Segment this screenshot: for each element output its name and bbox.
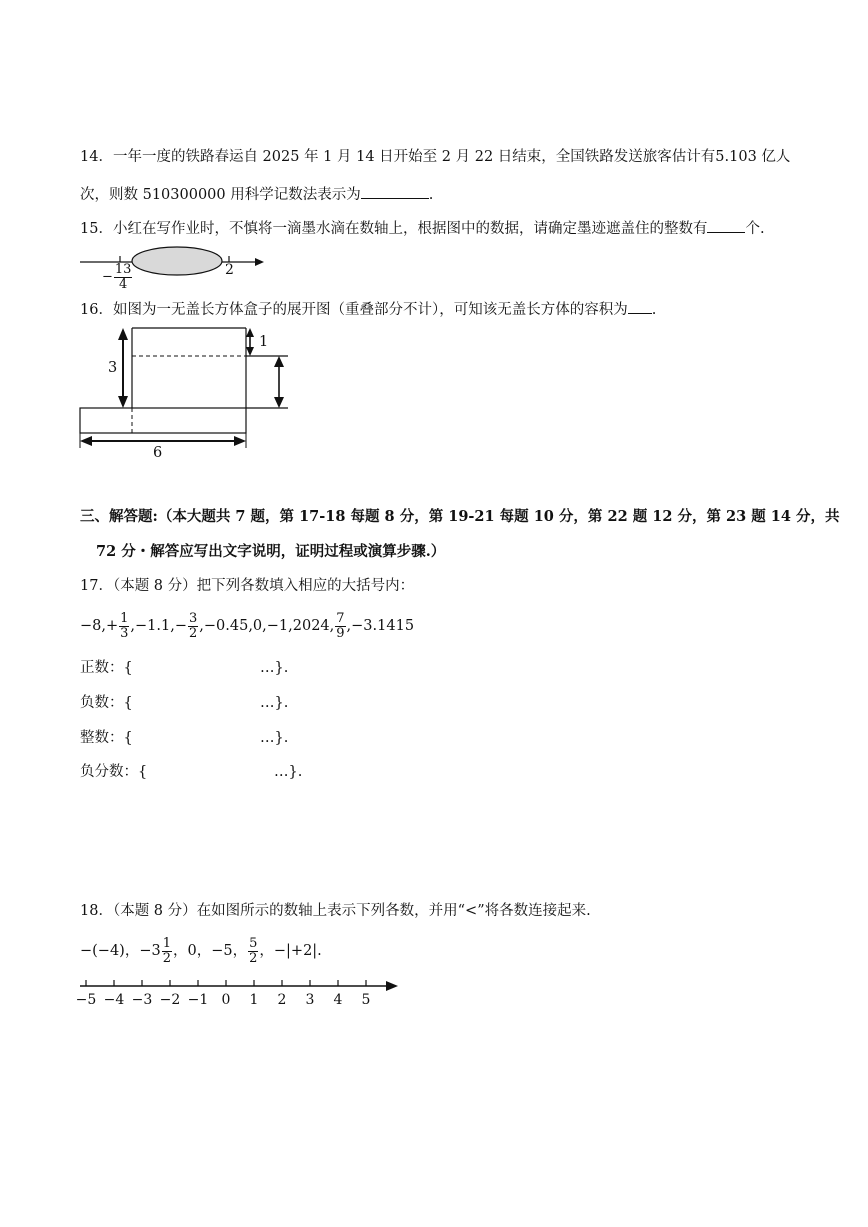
set-end: …}. xyxy=(260,695,289,711)
q16-height-label: 3 xyxy=(108,360,118,376)
q15-end: 个. xyxy=(745,221,765,237)
q14-text: 14．一年一度的铁路春运自 2025 年 1 月 14 日开始至 2 月 22 日结束，全国铁路发送旅客估计有5.103 亿人 xyxy=(80,149,791,165)
q16-text: 16．如图为一无盖长方体盒子的展开图（重叠部分不计），可知该无盖长方体的容积为 xyxy=(80,302,628,318)
q14-end: . xyxy=(428,187,434,203)
q15-text: 15．小红在写作业时，不慎将一滴墨水滴在数轴上，根据图中的数据，请确定墨迹遮盖住的整数有 xyxy=(80,221,708,237)
numerator: 13 xyxy=(114,262,132,277)
minus-sign: − xyxy=(102,269,113,285)
answer-blank[interactable] xyxy=(628,299,652,314)
numerator: 7 xyxy=(336,610,345,626)
q17-title: 17．（本题 8 分）把下列各数填入相应的大括号内： xyxy=(80,578,415,594)
number-list-part: −8,+ xyxy=(80,618,119,634)
section3-line2: 72 分・解答应写出文字说明，证明过程或演算步骤.） xyxy=(96,543,446,560)
section3-heading xyxy=(80,507,840,527)
fraction xyxy=(114,263,133,292)
fraction xyxy=(188,612,198,641)
q18-items xyxy=(80,933,322,969)
fraction xyxy=(162,937,172,966)
q15-right-label: 2 xyxy=(225,262,234,278)
axis-tick-label: −3 xyxy=(131,992,153,1008)
number-list-part: ,−1.1,− xyxy=(130,618,187,634)
q16-top-label: 1 xyxy=(259,334,269,350)
set-integer xyxy=(80,728,289,748)
q14-text-2: 次，则数 510300000 用科学记数法表示为 xyxy=(80,187,361,203)
axis-tick-label: 4 xyxy=(333,992,343,1008)
item-part: ，−|+2|. xyxy=(259,943,322,959)
item-part: ，0，−5， xyxy=(173,943,248,959)
q16-box-net-figure xyxy=(80,328,288,448)
numerator: 1 xyxy=(120,610,129,626)
q18-title: 18．（本题 8 分）在如图所示的数轴上表示下列各数，并用“<”将各数连接起来. xyxy=(80,903,591,919)
denominator: 2 xyxy=(162,950,171,966)
number-list-part: ,−0.45,0,−1,2024, xyxy=(199,618,335,634)
denominator: 9 xyxy=(336,625,345,641)
ink-blot xyxy=(132,247,222,275)
denominator: 4 xyxy=(119,277,128,292)
axis-tick-label: 5 xyxy=(361,992,371,1008)
q17-numbers xyxy=(80,608,414,644)
numerator: 5 xyxy=(249,935,258,951)
fraction xyxy=(119,612,129,641)
axis-tick-label: 1 xyxy=(249,992,259,1008)
q16-line xyxy=(80,299,656,320)
set-label: 负数：{ xyxy=(80,695,133,711)
section3-heading-2 xyxy=(96,542,445,562)
numerator: 1 xyxy=(162,935,171,951)
numerator: 3 xyxy=(189,610,198,626)
denominator: 3 xyxy=(120,625,129,641)
denominator: 2 xyxy=(189,625,198,641)
set-negative-fraction xyxy=(80,762,303,782)
q15-left-label xyxy=(102,263,133,292)
axis-tick-label: −1 xyxy=(187,992,209,1008)
number-list-part: ,−3.1415 xyxy=(346,618,415,634)
axis-tick-label: 0 xyxy=(221,992,231,1008)
axis-tick-label: −4 xyxy=(103,992,125,1008)
q16-width-label: 6 xyxy=(153,445,163,461)
denominator: 2 xyxy=(249,950,258,966)
axis-tick-label: −5 xyxy=(75,992,97,1008)
q18-number-line xyxy=(76,980,398,1008)
fraction xyxy=(335,612,345,641)
set-label: 负分数：{ xyxy=(80,764,148,780)
axis-tick-label: 2 xyxy=(277,992,287,1008)
item-part: −(−4)，−3 xyxy=(80,943,161,959)
set-label: 正数：{ xyxy=(80,660,133,676)
axis-tick-label: −2 xyxy=(159,992,181,1008)
set-positive xyxy=(80,658,289,678)
set-label: 整数：{ xyxy=(80,730,133,746)
set-end: …}. xyxy=(274,764,303,780)
q16-end: . xyxy=(651,302,657,318)
set-end: …}. xyxy=(260,730,289,746)
section3-line1: 三、解答题:（本大题共 7 题，第 17-18 每题 8 分，第 19-21 每题 10 分，第 22 题 12 分，第 23 题 14 分，共 xyxy=(80,508,840,525)
fraction xyxy=(248,937,258,966)
axis-tick-label: 3 xyxy=(305,992,315,1008)
set-negative xyxy=(80,693,289,713)
set-end: …}. xyxy=(260,660,289,676)
